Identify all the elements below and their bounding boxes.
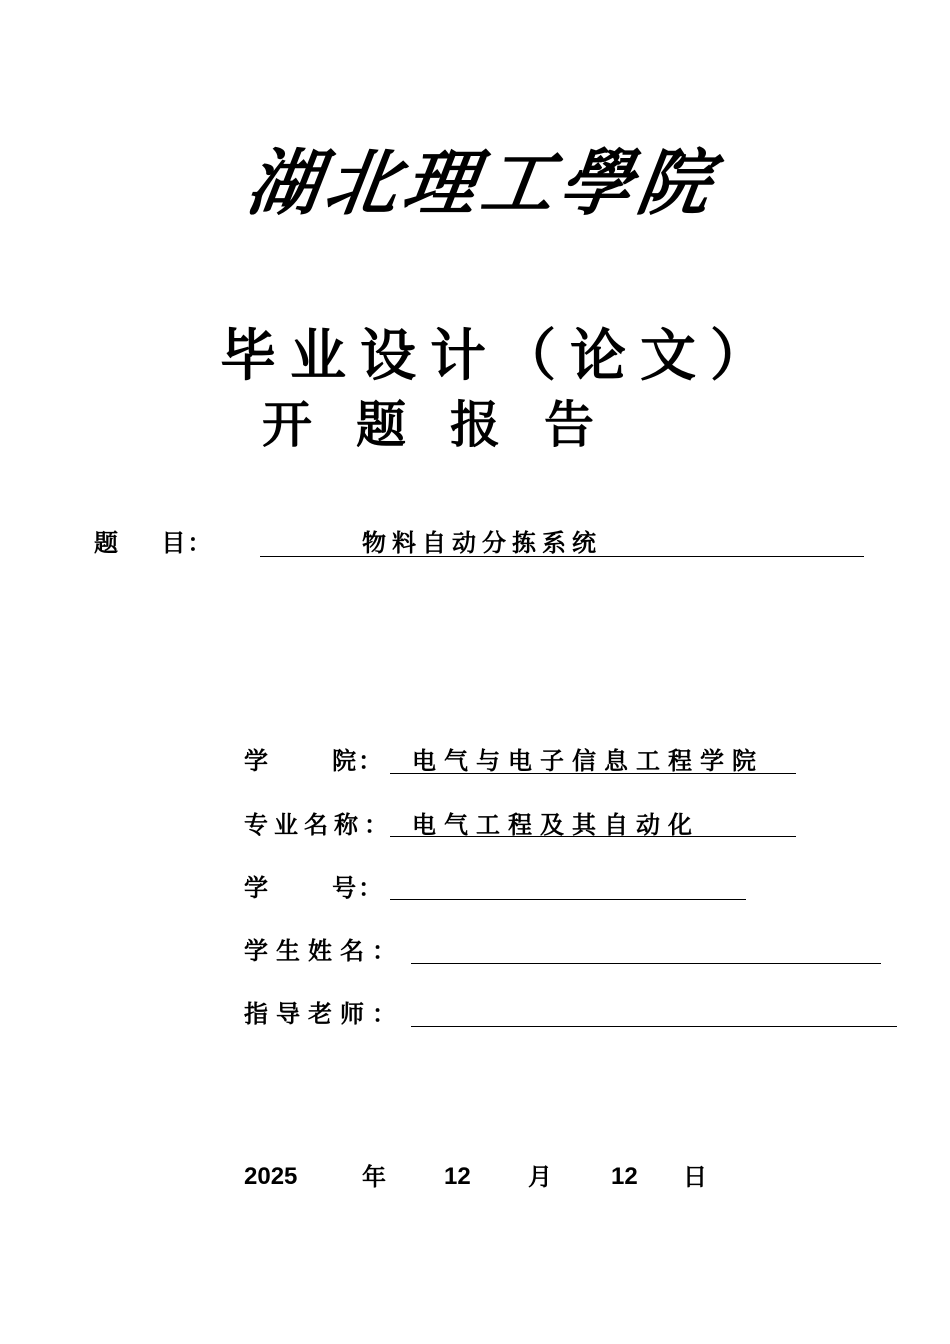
document-title: 毕业设计（论文） <box>220 324 780 389</box>
student-id-label: 学 号： <box>244 874 385 902</box>
advisor-underline <box>411 1026 897 1027</box>
college-underline <box>390 773 796 774</box>
college-value: 电气与电子信息工程学院 <box>412 747 764 775</box>
major-value: 电气工程及其自动化 <box>412 811 700 839</box>
date-day: 12 <box>611 1163 638 1190</box>
date-month: 12 <box>444 1163 471 1190</box>
student-id-underline <box>390 899 746 900</box>
student-name-label: 学生姓名： <box>244 937 404 965</box>
advisor-label: 指导老师： <box>244 1000 404 1028</box>
major-underline <box>390 836 796 837</box>
date-month-unit: 月 <box>528 1163 552 1191</box>
document-subtitle: 开题报告 <box>262 396 638 454</box>
topic-underline <box>260 556 864 557</box>
topic-value: 物料自动分拣系统 <box>362 529 602 557</box>
date-year: 2025 <box>244 1163 298 1190</box>
date-year-unit: 年 <box>362 1163 386 1191</box>
topic-label: 题 目： <box>94 529 214 557</box>
college-label: 学 院： <box>244 747 385 775</box>
date-day-unit: 日 <box>683 1163 707 1191</box>
student-name-underline <box>411 963 881 964</box>
school-logo: 湖北理工學院 <box>242 140 723 225</box>
major-label: 专业名称： <box>244 811 394 839</box>
